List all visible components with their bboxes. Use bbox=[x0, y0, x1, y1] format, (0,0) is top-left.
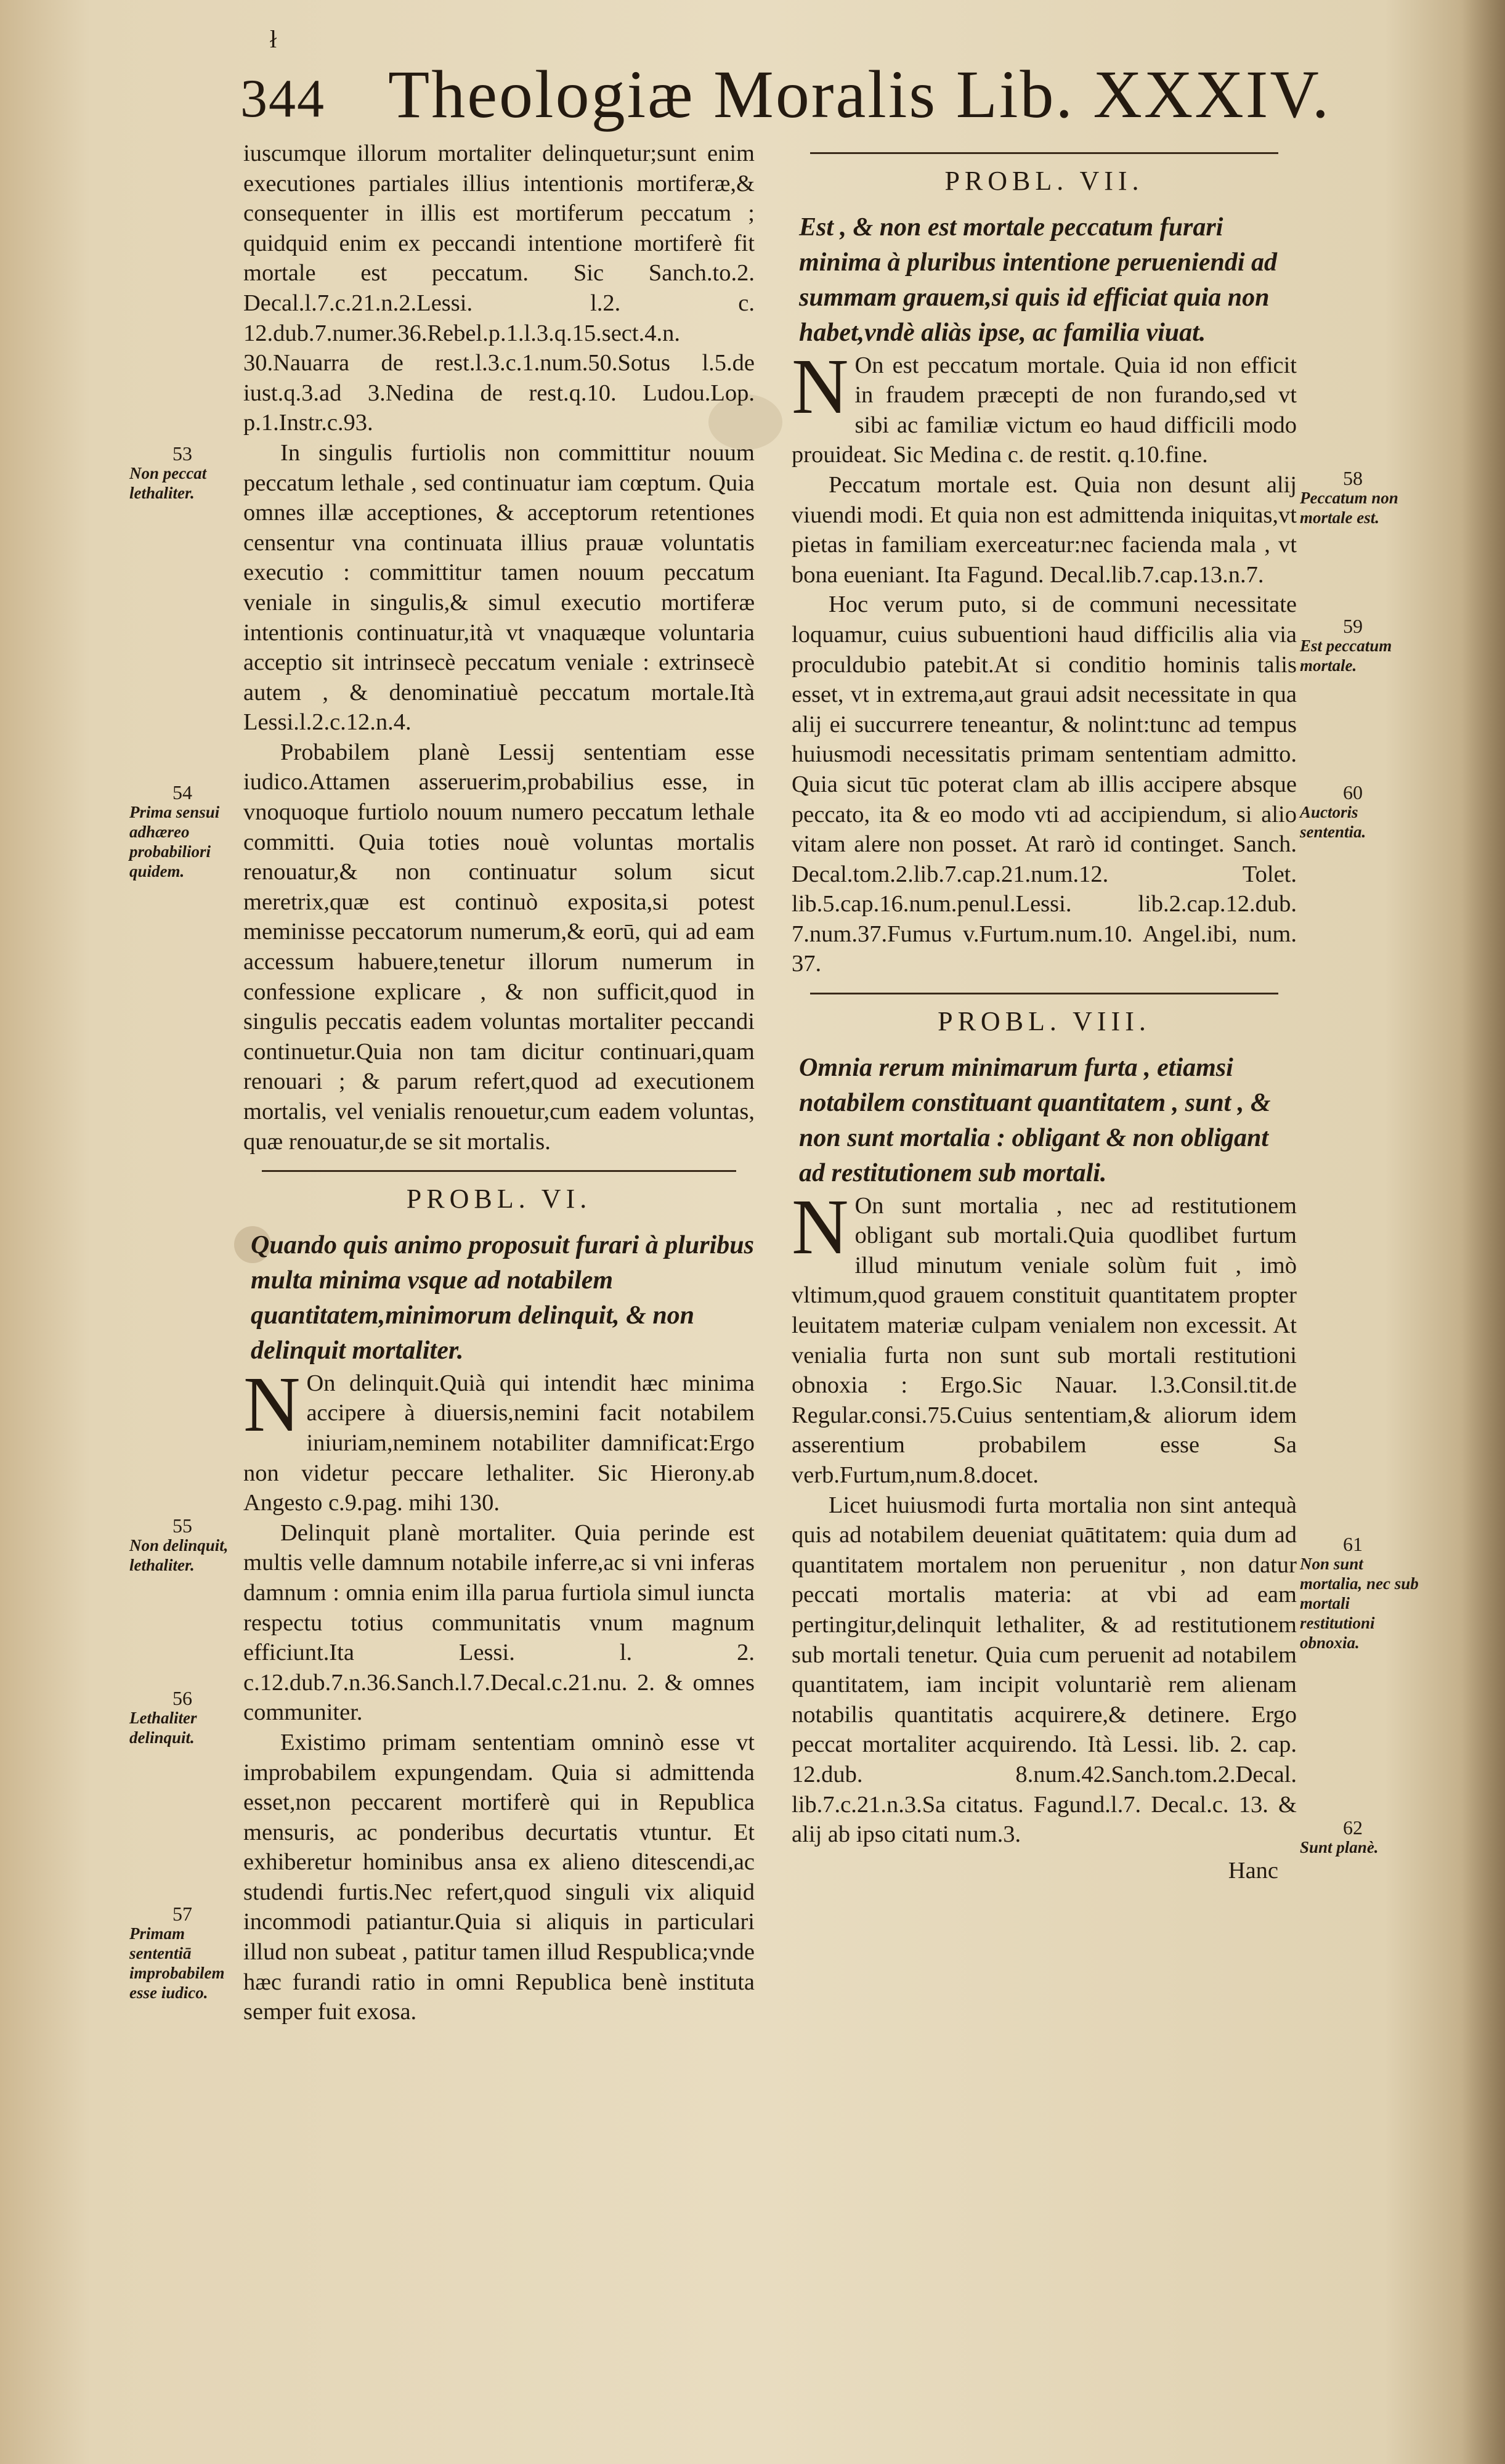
problem-7-title: PROBL. VII. bbox=[944, 166, 1144, 196]
paragraph-56: Delinquit planè mortaliter. Quia perinde est multis velle damnum notabile inferre,ac si vni inferas damnum : omnia enim illa parua furtiola simul iuncta respectu totius communitatis vnum magnum efficiunt.Ita Lessi. l. 2. c.12.dub.7.n.36.Sanch.l.7.Decal.c.21.nu. 2. & omnes communiter. bbox=[243, 1519, 755, 1726]
margin-note-59 bbox=[1300, 616, 1423, 675]
margin-note-text: Non delinquit, lethaliter. bbox=[129, 1536, 229, 1574]
margin-number: 58 bbox=[1343, 467, 1363, 489]
catchword: Hanc bbox=[1228, 1857, 1278, 1884]
page-number: 344 bbox=[240, 69, 325, 129]
margin-number: 59 bbox=[1343, 615, 1363, 637]
margin-note-62 bbox=[1300, 1818, 1423, 1857]
paragraph-55-text: On delinquit.Quià qui intendit hæc minima accipere à diuersis,nemini facit notabilem iniuriam,neminem notabiliter damnificat:Ergo non videtur peccare lethaliter. Sic Hierony.ab Angesto c.9.pag. mihi 130. bbox=[243, 1370, 755, 1516]
margin-note-61 bbox=[1300, 1534, 1423, 1653]
problem-6-question: Quando quis animo proposuit furari à pluribus multa minima vsque ad notabilem quantitatem,minimorum delinquit, & non delinquit mortaliter. bbox=[251, 1230, 754, 1365]
margin-note-text: Peccatum non mortale est. bbox=[1300, 489, 1398, 527]
margin-note-text: Est peccatum mortale. bbox=[1300, 636, 1392, 675]
drop-cap: N bbox=[243, 1360, 301, 1448]
paragraph-58 bbox=[792, 342, 1297, 470]
margin-number: 57 bbox=[172, 1903, 192, 1925]
paragraph-61-text: On sunt mortalia , nec ad restitutionem obligant sub mortali.Quia quodlibet furtum illud minutum veniale solùm fuit , imò vltimum,quod grauem constituit quantitatem propter leuitatem materiæ culpam venialem non excessit. At venialia furta non sunt sub mortali restitutioni obnoxia : Ergo.Sic Nauar. l.3.Consil.tit.de Regular.consi.75.Cuius sententiam,& aliorum idem asserentium probabilem esse Sa verb.Furtum,num.8.docet. bbox=[792, 1192, 1297, 1488]
paragraph-54: Probabilem planè Lessij sententiam esse iudico.Attamen asseruerim,probabilius esse, in vnoquoque furtiolo nouum numero peccatum lethale committi. Quia toties nouè voluntas mortalis renouatur,& non continuatur solum sicut meretrix,quæ est continuò exposita,si potest meminisse peccatorum numerum,& eorū, qui ad eam accessum habuere,tenetur illorum numerum in confessione explicare , & non sufficit,quod in singulis peccatis eadem voluntas mortaliter peccandi continuetur.Quia non tam dicitur continuari,quam renouari ; & parum refert,quod ad executionem mortalis, vel venialis renouetur,cum eadem voluntas, quæ renouatur,de se sit mortalis. bbox=[243, 739, 755, 1155]
margin-note-53 bbox=[129, 444, 246, 503]
pen-mark: ł bbox=[270, 25, 277, 53]
paragraph-58-text: On est peccatum mortale. Quia id non efficit in fraudem præcepti de non furando,sed vt sibi ac familiæ victum eo haud difficili modo prouideat. Sic Medina c. de restit. q.10.fine. bbox=[792, 352, 1297, 468]
margin-note-55 bbox=[129, 1516, 246, 1575]
margin-number: 55 bbox=[172, 1515, 192, 1537]
page-fold-shadow bbox=[1462, 0, 1505, 2464]
margin-note-text: Prima sensui adhæreo probabiliori quidem. bbox=[129, 803, 220, 880]
left-column bbox=[243, 139, 755, 2027]
margin-note-56 bbox=[129, 1688, 246, 1747]
right-column bbox=[792, 139, 1297, 1885]
paragraph-continued: iuscumque illorum mortaliter delinquetur;sunt enim executiones partiales illius intentionis mortiferæ,& consequenter in illis est mortiferum peccatum ; quidquid enim ex peccandi intentione mortiferè fit mortale est peccatum. Sic Sanch.to.2. Decal.l.7.c.21.n.2.Lessi. l.2. c. 12.dub.7.numer.36.Rebel.p.1.l.3.q.15.sect.4.n. 30.Nauarra de rest.l.3.c.1.num.50.Sotus l.5.de iust.q.3.ad 3.Nedina de rest.q.10. Ludou.Lop. p.1.Instr.c.93. bbox=[243, 140, 755, 436]
problem-8-question: Omnia rerum minimarum furta , etiamsi notabilem constituant quantitatem , sunt , & non sunt mortalia : obligant & non obligant ad restitutionem sub mortali. bbox=[799, 1053, 1271, 1187]
section-rule bbox=[810, 152, 1278, 154]
paragraph-57: Existimo primam sententiam omninò esse vt improbabilem expungendam. Quia si admittenda esset,non peccarent mortiferè qui in Republica mensuris, ac ponderibus decurtatis vtuntur. Et exhiberetur hominibus ansa ex alieno ditescendi,ac studendi furtis.Nec refert,quod singuli vix aliquid incommodi patiantur.Quia si aliquis in particulari illud non subeat , patitur tamen illud Respublica;vnde hæc furandi ratio in omni Republica benè instituta semper fuit exosa. bbox=[243, 1729, 755, 2025]
section-rule bbox=[262, 1170, 736, 1172]
margin-note-57 bbox=[129, 1904, 246, 2003]
margin-note-text: Sunt planè. bbox=[1300, 1838, 1379, 1856]
page-header bbox=[240, 55, 1331, 136]
margin-note-text: Lethaliter delinquit. bbox=[129, 1709, 197, 1747]
paragraph-59: Peccatum mortale est. Quia non desunt alij viuendi modi. Et quia non est admittenda iniquitas,vt pietas in familiam exerceatur:nec facienda mala , vt bona eueniant. Ita Fagund. Decal.lib.7.cap.13.n.7. bbox=[792, 471, 1297, 588]
margin-note-58 bbox=[1300, 468, 1423, 527]
margin-note-text: Auctoris sententia. bbox=[1300, 803, 1366, 841]
paragraph-62: Licet huiusmodi furta mortalia non sint antequà quis ad notabilem deueniat quātitatem: quia dum ad quantitatem mortalem non peruenitur , non datur peccati mortalis materia: at vbi ad eam pertingitur,delinquit lethaliter, & ad restitutionem sub mortali tenetur. Quia cum peruenit ad notabilem quantitatem, iam incipit voluntariè rem alienam notabilis quantitatis acquirere,& detinere. Ergo peccat mortaliter acquirendo. Ità Lessi. lib. 2. cap. 12.dub. 8.num.42.Sanch.tom.2.Decal. lib.7.c.21.n.3.Sa citatus. Fagund.l.7. Decal.c. 13. & alij ab ipso citati num.3. bbox=[792, 1492, 1297, 1848]
margin-note-text: Primam sententiā improbabilem esse iudico. bbox=[129, 1924, 225, 2002]
section-rule bbox=[810, 993, 1278, 994]
problem-7-question: Est , & non est mortale peccatum furari minima à pluribus intentione perueniendi ad summam grauem,si quis id efficiat quia non habet,vndè aliàs ipse, ac familia viuat. bbox=[799, 213, 1277, 347]
margin-note-text: Non peccat lethaliter. bbox=[129, 464, 207, 502]
margin-note-60 bbox=[1300, 783, 1423, 842]
margin-number: 62 bbox=[1343, 1816, 1363, 1839]
margin-number: 60 bbox=[1343, 781, 1363, 803]
problem-6-title: PROBL. VI. bbox=[406, 1184, 592, 1214]
paragraph-60: Hoc verum puto, si de communi necessitate loquamur, cuius subuentioni haud difficilis alia via proculdubio patebit.At si conditio hominis talis esset, vt in extrema,aut graui adsit necessitate in qua alij ei succurrere teneantur, & nolint:tunc ad tempus huiusmodi necessitatis primam sententiam admitto. Quia sicut tūc poterat clam ab illis accipere absque peccato, ita & eo modo vti ad accipiendum, si alio vitam alere non posset. At rarò id continget. Sanch. Decal.tom.2.lib.7.cap.21.num.12. Tolet. lib.5.cap.16.num.penul.Lessi. lib.2.cap.12.dub. 7.num.37.Fumus v.Furtum.num.10. Angel.ibi, num. 37. bbox=[792, 592, 1297, 977]
margin-number: 54 bbox=[172, 781, 192, 803]
paragraph-53: In singulis furtiolis non committitur nouum peccatum lethale , sed continuatur iam cœptum. Quia omnes illæ acceptiones, & acceptorum retentiones censentur vna continuata illius prauæ voluntatis executio : committitur tamen nouum peccatum veniale in singulis,& simul executio mortiferæ intentionis continuatur,ità vt vnaquæque voluntaria acceptio sit intrinsecè peccatum veniale : extrinsecè autem , & denominatiuè peccatum mortale.Ità Lessi.l.2.c.12.n.4. bbox=[243, 439, 755, 736]
running-title: Theologiæ Moralis Lib. XXXIV. bbox=[388, 57, 1331, 132]
drop-cap: N bbox=[792, 1182, 849, 1271]
margin-number: 53 bbox=[172, 442, 192, 465]
margin-number: 61 bbox=[1343, 1533, 1363, 1555]
paragraph-61 bbox=[792, 1182, 1297, 1490]
problem-8-title: PROBL. VIII. bbox=[938, 1006, 1151, 1037]
paragraph-55 bbox=[243, 1360, 755, 1518]
margin-number: 56 bbox=[172, 1687, 192, 1709]
drop-cap: N bbox=[792, 342, 849, 430]
margin-note-text: Non sunt mortalia, nec sub mortali restitutioni obnoxia. bbox=[1300, 1555, 1419, 1652]
margin-note-54 bbox=[129, 783, 246, 881]
